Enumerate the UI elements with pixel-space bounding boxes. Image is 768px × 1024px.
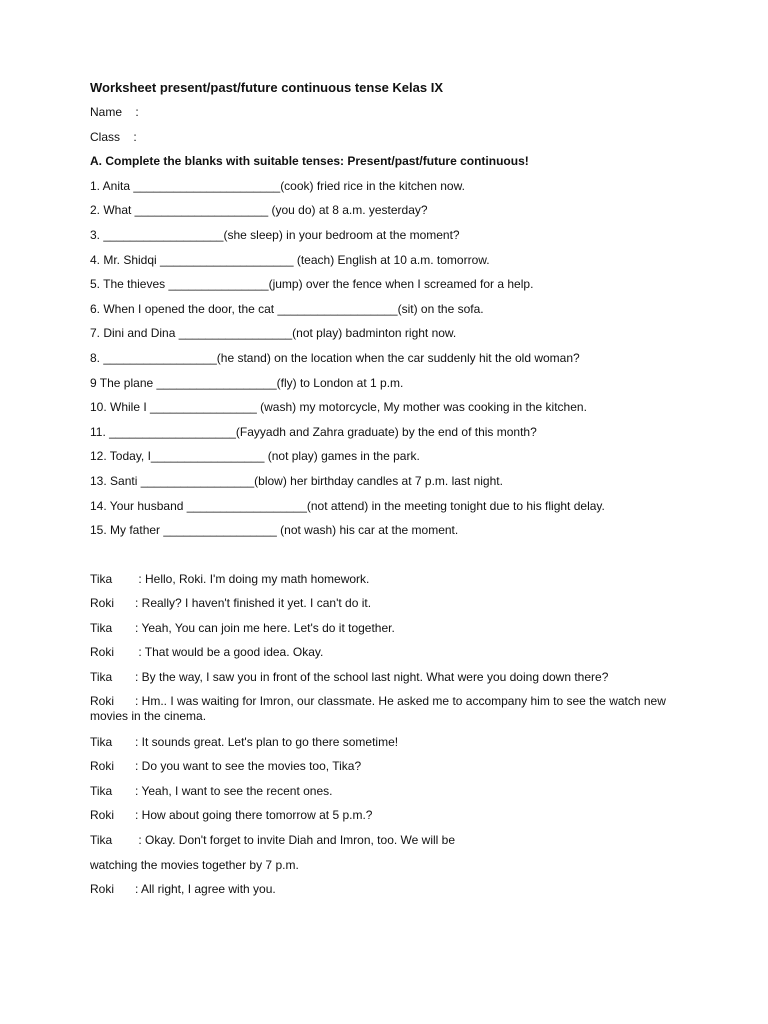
section-a-instruction: A. Complete the blanks with suitable tenses: Present/past/future continuous! [90,154,529,169]
dialogue-text: : Hm.. I was waiting for Imron, our classmate. He asked me to accompany him to see the watch new movies in the cinema. [90,693,666,723]
dialogue-text: : Yeah, You can join me here. Let's do it together. [135,620,395,635]
dialogue-line [90,881,690,906]
dialogue-line [90,734,690,759]
speaker-name: Tika [90,571,113,586]
exercise-item-4: 4. Mr. Shidqi ____________________ (teach) English at 10 a.m. tomorrow. [90,252,490,267]
exercise-item-7: 7. Dini and Dina _________________(not play) badminton right now. [90,326,457,341]
dialogue-text: : It sounds great. Let's plan to go there sometime! [135,734,399,749]
exercise-item-10: 10. While I ________________ (wash) my motorcycle, My mother was cooking in the kitchen. [90,400,587,415]
exercise-item-6: 6. When I opened the door, the cat __________________(sit) on the sofa. [90,301,484,316]
dialogue-text: watching the movies together by 7 p.m. [90,857,299,872]
dialogue-line [90,783,690,808]
speaker-name: Tika [90,833,113,848]
dialogue-text: : By the way, I saw you in front of the school last night. What were you doing down there? [135,670,609,685]
speaker-name: Roki [90,808,115,823]
dialogue-line [90,620,690,645]
dialogue-line [90,807,690,832]
dialogue-text: : Hello, Roki. I'm doing my math homework. [135,571,370,586]
speaker-name: Roki [90,759,115,774]
exercise-item-14: 14. Your husband __________________(not attend) in the meeting tonight due to his flight delay. [90,498,605,513]
section-spacer [90,547,690,571]
dialogue-text: : Yeah, I want to see the recent ones. [135,783,333,798]
exercise-item-11: 11. ___________________(Fayyadh and Zahra graduate) by the end of this month? [90,424,537,439]
speaker-name: Tika [90,783,113,798]
exercise-item-15: 15. My father _________________ (not wash) his car at the moment. [90,523,459,538]
speaker-name: Roki [90,596,115,611]
exercise-item-9: 9 The plane __________________(fly) to London at 1 p.m. [90,375,404,390]
dialogue-line [90,595,690,620]
exercise-list [90,178,690,547]
dialogue-line [90,694,690,734]
exercise-item-8: 8. _________________(he stand) on the location when the car suddenly hit the old woman? [90,350,580,365]
speaker-name: Tika [90,734,113,749]
class-field-label: Class : [90,129,137,144]
dialogue-text: : All right, I agree with you. [135,882,276,897]
exercise-item-3: 3. __________________(she sleep) in your bedroom at the moment? [90,227,460,242]
speaker-name: Roki [90,882,115,897]
dialogue-text: : How about going there tomorrow at 5 p.m.? [135,808,373,823]
dialogue-text: : Okay. Don't forget to invite Diah and Imron, too. We will be [135,833,455,848]
dialogue [90,571,690,906]
worksheet-document [90,79,690,906]
speaker-name: Tika [90,620,113,635]
exercise-item-12: 12. Today, I_________________ (not play) games in the park. [90,449,420,464]
dialogue-line [90,571,690,596]
dialogue-line [90,832,690,857]
dialogue-line [90,669,690,694]
dialogue-line [90,758,690,783]
dialogue-text: : Really? I haven't finished it yet. I can't do it. [135,596,372,611]
speaker-name: Tika [90,670,113,685]
dialogue-continuation [90,857,690,882]
exercise-item-5: 5. The thieves _______________(jump) over the fence when I screamed for a help. [90,277,534,292]
name-field-label: Name : [90,105,139,119]
dialogue-line [90,644,690,669]
dialogue-text: : That would be a good idea. Okay. [135,645,324,660]
speaker-name: Roki [90,693,115,708]
exercise-item-13: 13. Santi _________________(blow) her birthday candles at 7 p.m. last night. [90,473,503,488]
exercise-item-2: 2. What ____________________ (you do) at 8 a.m. yesterday? [90,203,428,218]
speaker-name: Roki [90,645,115,660]
exercise-item-1: 1. Anita ______________________(cook) fried rice in the kitchen now. [90,178,465,193]
dialogue-text: : Do you want to see the movies too, Tika? [135,759,362,774]
worksheet-title: Worksheet present/past/future continuous tense Kelas IX [90,80,444,95]
